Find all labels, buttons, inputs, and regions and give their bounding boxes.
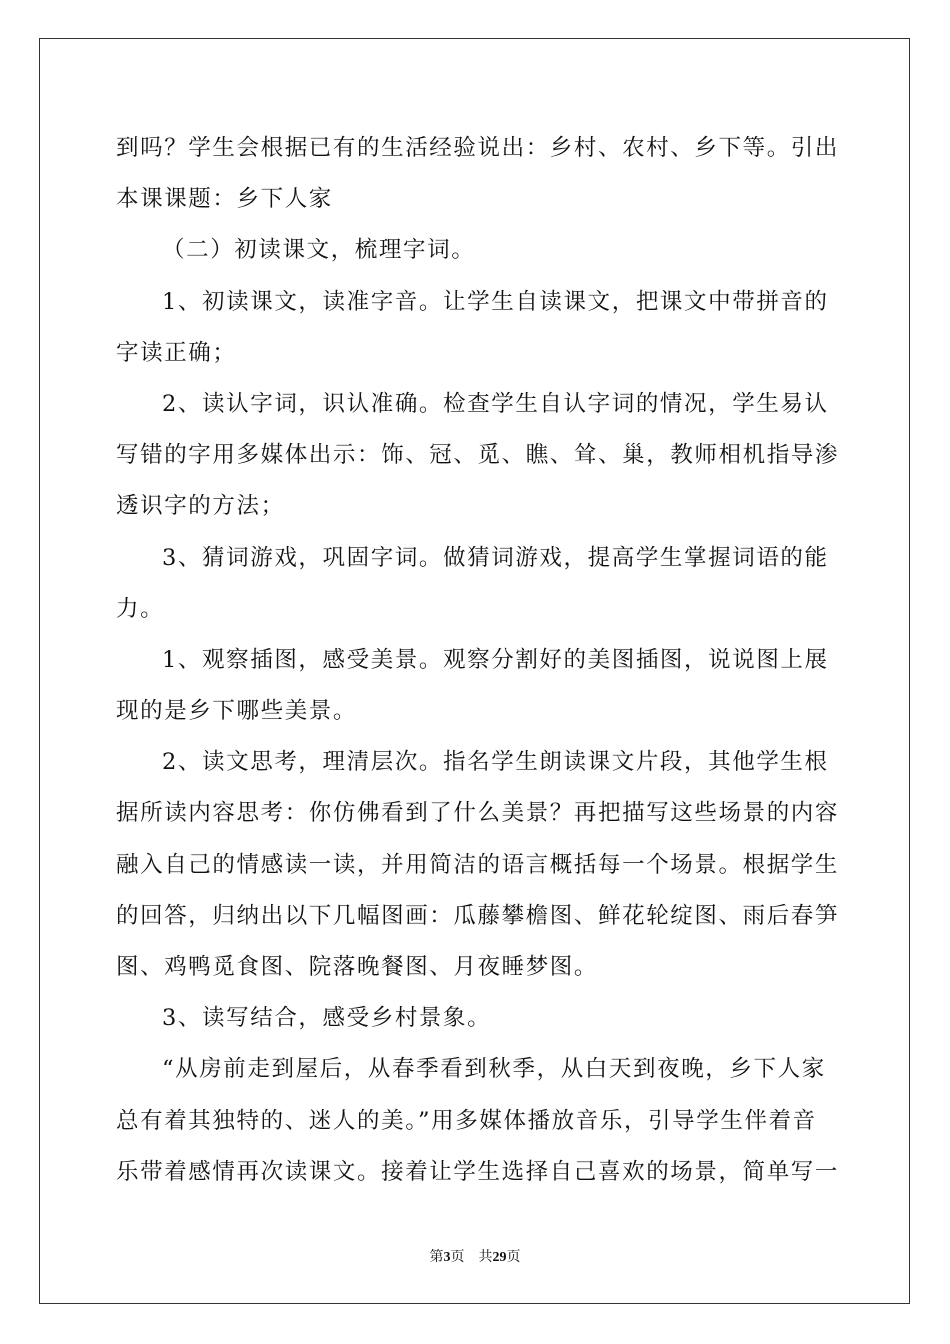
text-line: 写错的字用多媒体出示：饰、冠、觅、瞧、耸、巢，教师相机指导渗	[116, 442, 840, 469]
text-line: 的回答，归纳出以下几幅图画：瓜藤攀檐图、鲜花轮绽图、雨后春笋	[116, 902, 840, 929]
text-line: 据所读内容思考：你仿佛看到了什么美景？再把描写这些场景的内容	[116, 800, 840, 827]
text-line: 融入自己的情感读一读，并用简洁的语言概括每一个场景。根据学生	[116, 851, 840, 878]
text-line: 1、观察插图，感受美景。观察分割好的美图插图，说说图上展	[162, 646, 829, 673]
text-line: 3、读写结合，感受乡村景象。	[162, 1005, 492, 1032]
text-line: 到吗？学生会根据已有的生活经验说出：乡村、农村、乡下等。引出	[116, 135, 840, 161]
total-suffix: 页	[506, 1250, 521, 1265]
text-line: 3、猜词游戏，巩固字词。做猜词游戏，提高学生掌握词语的能	[162, 544, 829, 571]
text-line: 现的是乡下哪些美景。	[116, 698, 358, 725]
text-line: 2、读文思考，理清层次。指名学生朗读课文片段，其他学生根	[162, 749, 829, 776]
text-line: （二）初读课文，梳理字词。	[162, 237, 476, 264]
text-line: 2、读认字词，识认准确。检查学生自认字词的情况，学生易认	[162, 390, 829, 417]
page-prefix: 第	[429, 1250, 444, 1265]
text-line: 力。	[116, 595, 165, 622]
page-footer	[0, 1246, 950, 1266]
text-line: 乐带着感情再次读课文。接着让学生选择自己喜欢的场景，简单写一	[116, 1158, 840, 1185]
text-line: 透识字的方法；	[116, 493, 285, 520]
text-line: “从房前走到屋后，从春季看到秋季，从白天到夜晚，乡下人家	[162, 1056, 826, 1083]
document-body	[116, 128, 840, 1203]
total-pages: 29	[492, 1250, 507, 1265]
text-line: 总有着其独特的、迷人的美。”用多媒体播放音乐，引导学生伴着音	[116, 1107, 817, 1134]
total-prefix: 共	[478, 1250, 493, 1265]
page-number: 3	[443, 1250, 451, 1265]
text-line: 1、初读课文，读准字音。让学生自读课文，把课文中带拼音的	[162, 288, 829, 315]
page-suffix: 页	[450, 1250, 465, 1265]
text-line: 本课课题：乡下人家	[116, 186, 333, 213]
text-line: 字读正确；	[116, 339, 237, 366]
text-line: 图、鸡鸭觅食图、院落晚餐图、月夜睡梦图。	[116, 954, 599, 980]
